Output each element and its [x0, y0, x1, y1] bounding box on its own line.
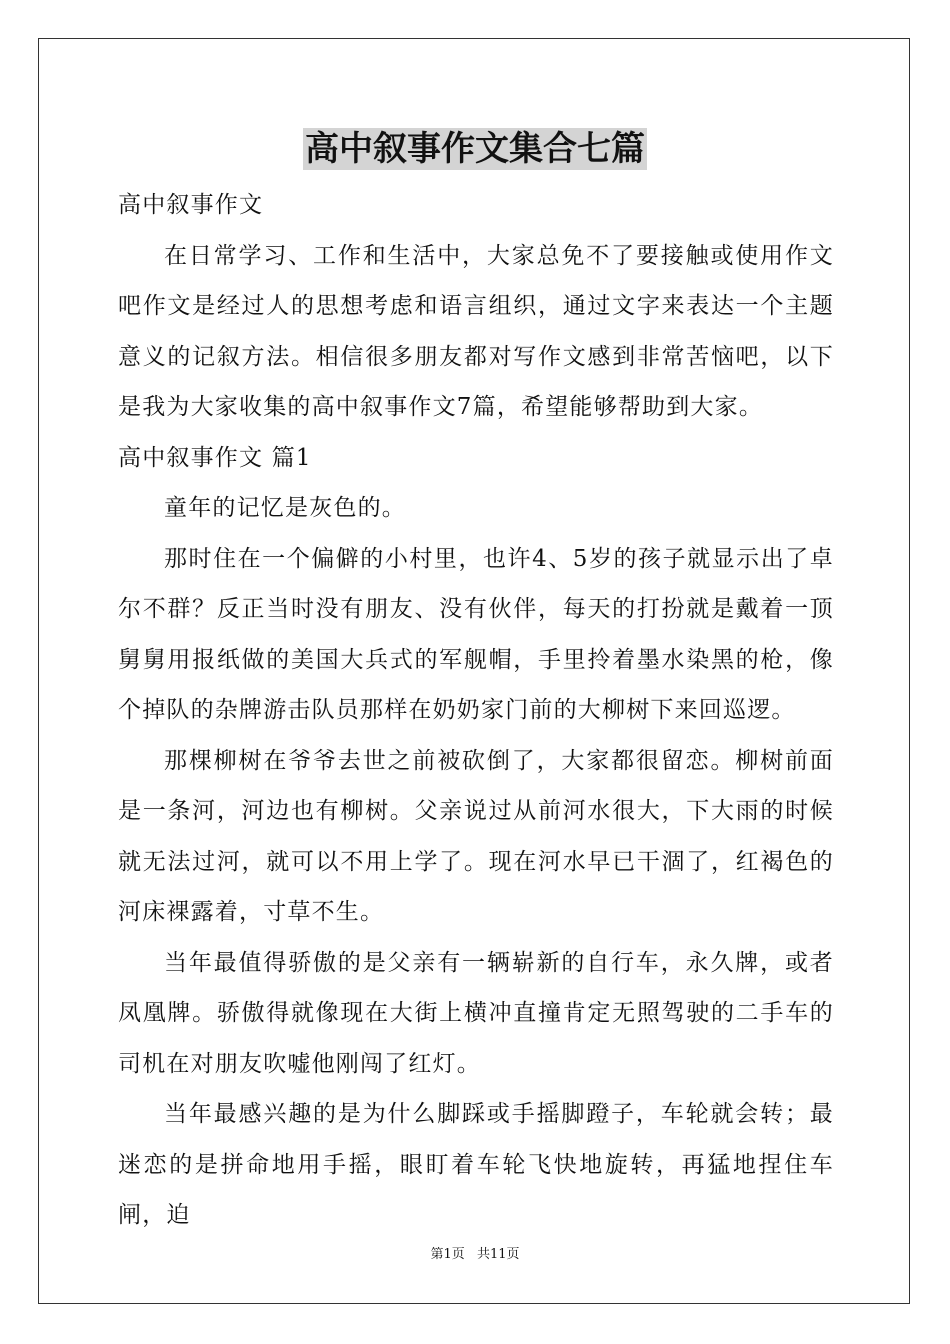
- page-footer: [0, 1246, 950, 1264]
- paragraph: 那棵柳树在爷爷去世之前被砍倒了，大家都很留恋。柳树前面是一条河，河边也有柳树。父亲说过从前河水很大，下大雨的时候就无法过河，就可以不用上学了。现在河水早已干涸了，红褐色的河床裸露着，寸草不生。: [118, 747, 834, 925]
- paragraph: 在日常学习、工作和生活中，大家总免不了要接触或使用作文吧作文是经过人的思想考虑和语言组织，通过文字来表达一个主题意义的记叙方法。相信很多朋友都对写作文感到非常苦恼吧，以下是我为大家收集的高中叙事作文7篇，希望能够帮助到大家。: [118, 242, 834, 420]
- paragraph: 那时住在一个偏僻的小村里，也许4、5岁的孩子就显示出了卓尔不群？反正当时没有朋友、没有伙伴，每天的打扮就是戴着一顶舅舅用报纸做的美国大兵式的军舰帽，手里拎着墨水染黑的枪，像个掉队的杂牌游击队员那样在奶奶家门前的大柳树下来回巡逻。: [118, 545, 834, 723]
- title-wrap: [0, 128, 950, 170]
- document-body: [118, 180, 834, 1241]
- section-heading: 高中叙事作文 篇1: [118, 444, 312, 471]
- paragraph: 当年最值得骄傲的是父亲有一辆崭新的自行车，永久牌，或者凤凰牌。骄傲得就像现在大街上横冲直撞肯定无照驾驶的二手车的司机在对朋友吹嘘他刚闯了红灯。: [118, 949, 834, 1077]
- section-heading: 高中叙事作文: [118, 192, 264, 218]
- paragraph: 童年的记忆是灰色的。: [164, 495, 406, 521]
- page-total: 共11页: [476, 1247, 520, 1262]
- page-title: 高中叙事作文集合七篇: [305, 129, 645, 169]
- page-number: 第1页: [430, 1247, 465, 1262]
- paragraph: 当年最感兴趣的是为什么脚踩或手摇脚蹬子，车轮就会转；最迷恋的是拼命地用手摇，眼盯着车轮飞快地旋转，再猛地捏住车闸，迫: [118, 1101, 834, 1228]
